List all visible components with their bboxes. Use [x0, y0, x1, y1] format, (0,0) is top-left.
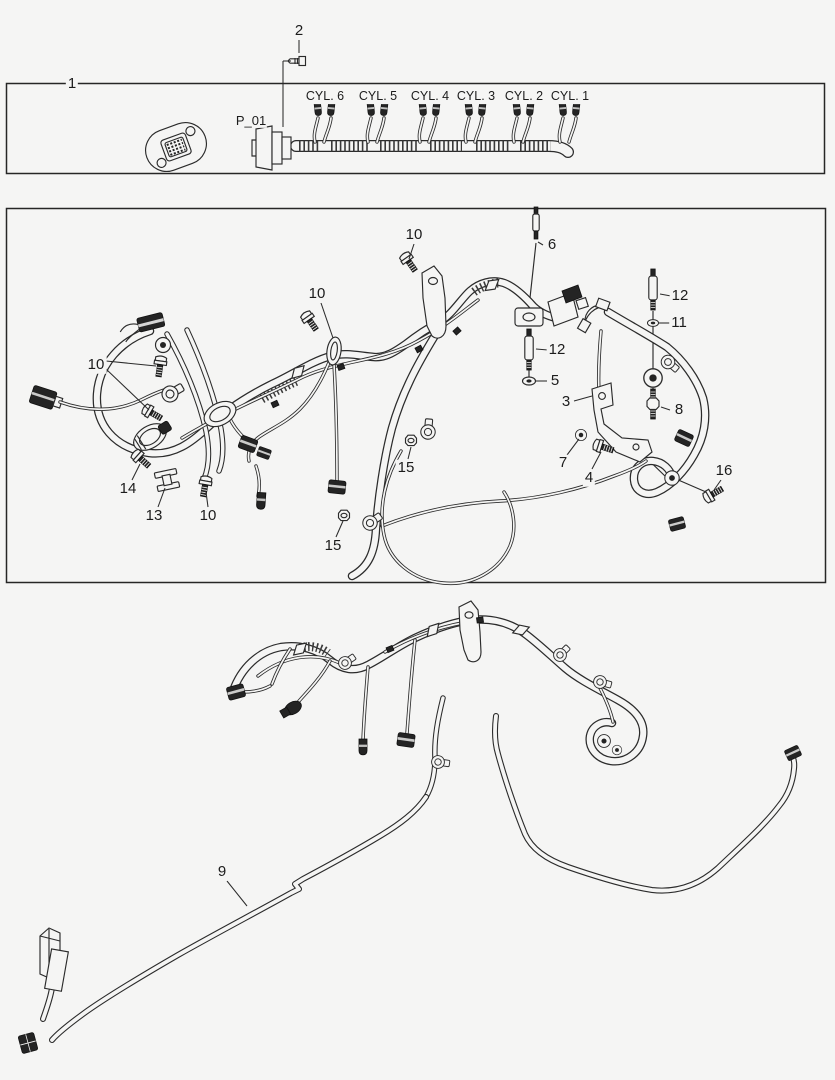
callout-3: 3 [561, 392, 571, 410]
callout-7: 7 [558, 453, 568, 471]
callout-5: 5 [550, 371, 560, 389]
callout-11: 11 [671, 313, 687, 331]
callout-12: 12 [671, 286, 689, 304]
callout-10: 10 [405, 225, 423, 243]
callout-4: 4 [584, 468, 594, 486]
callout-13: 13 [145, 506, 163, 524]
callout-10: 10 [308, 284, 326, 302]
callout-12: 12 [548, 340, 566, 358]
cylinder-label-3: CYL. 3 [456, 89, 496, 104]
callout-16: 16 [715, 461, 733, 479]
callout-1: 1 [67, 74, 77, 92]
callout-6: 6 [547, 235, 557, 253]
callout-8: 8 [674, 400, 684, 418]
cylinder-label-5: CYL. 5 [358, 89, 398, 104]
callout-10: 10 [199, 506, 217, 524]
callout-9: 9 [217, 862, 227, 880]
callout-14: 14 [119, 479, 137, 497]
cylinder-label-6: CYL. 6 [305, 89, 345, 104]
callout-10: 10 [87, 355, 105, 373]
cylinder-label-4: CYL. 4 [410, 89, 450, 104]
cylinder-label-1: CYL. 1 [550, 89, 590, 104]
callout-15: 15 [397, 458, 415, 476]
cylinder-label-2: CYL. 2 [504, 89, 544, 104]
connector-designation: P_01 [235, 112, 267, 128]
callout-2: 2 [294, 21, 304, 39]
callout-15: 15 [324, 536, 342, 554]
